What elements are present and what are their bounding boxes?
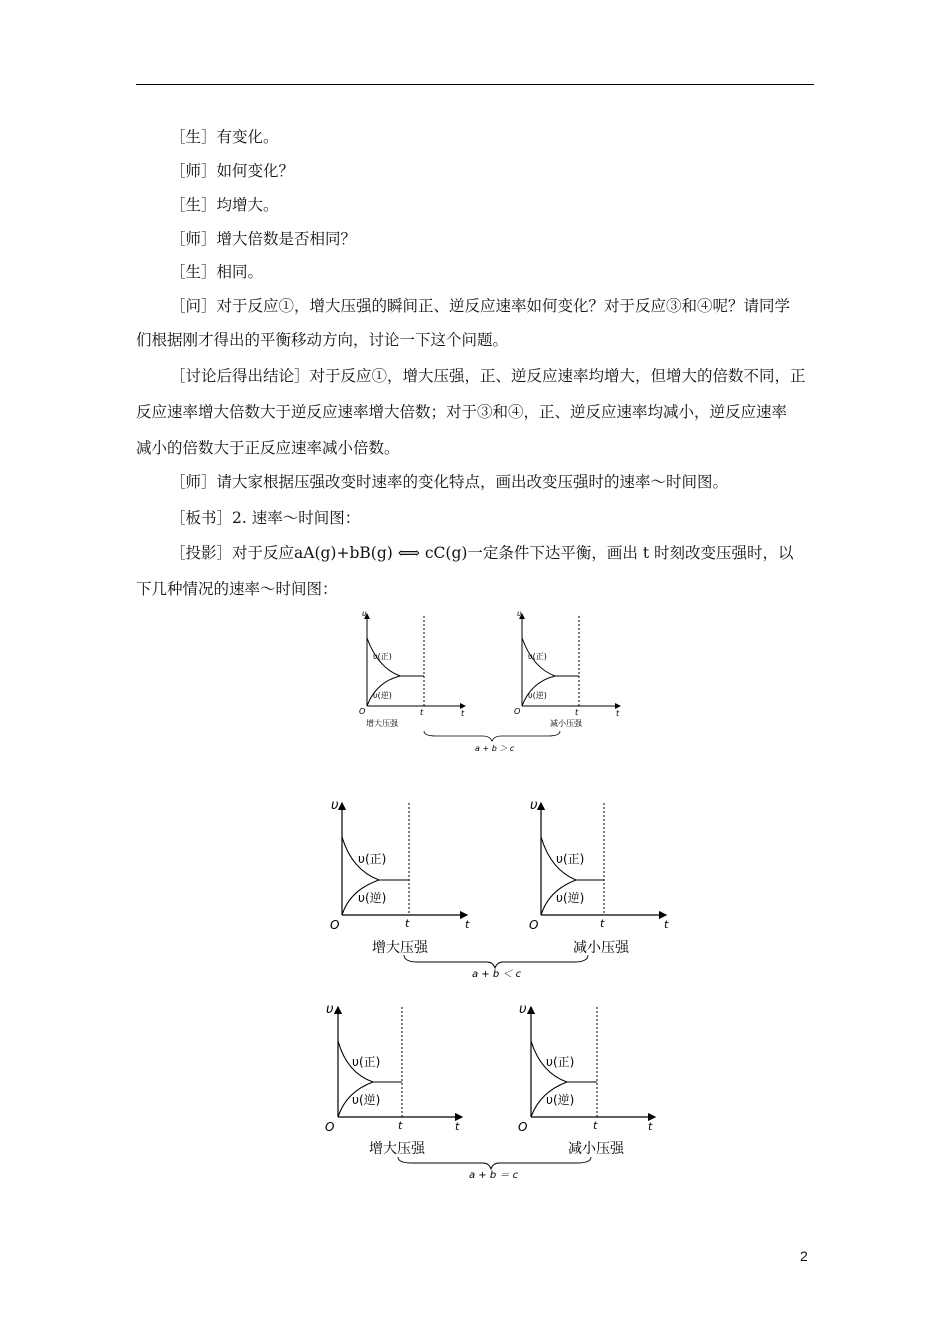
- axis-v-label: υ: [331, 798, 339, 813]
- t-mark-label: t: [420, 708, 424, 717]
- v-reverse-label: υ(逆): [352, 1093, 381, 1107]
- t-mark-label: t: [593, 1119, 598, 1132]
- paragraph-line: 反应速率增大倍数大于逆反应速率增大倍数；对于③和④，正、逆反应速率均减小，逆反应速率: [136, 403, 788, 421]
- paragraph-line: 们根据刚才得出的平衡移动方向，讨论一下这个问题。: [136, 331, 509, 349]
- paragraph-line: ［问］对于反应①，增大压强的瞬间正、逆反应速率如何变化？对于反应③和④呢？请同学: [170, 297, 791, 315]
- decrease-label: 减小压强: [568, 1141, 624, 1157]
- v-forward-label: υ(正): [556, 852, 585, 866]
- t-mark-label: t: [600, 917, 605, 930]
- diagram-group-1: [340, 604, 640, 754]
- axis-t-label: t: [616, 709, 620, 718]
- condition-label: a + b ＜ c: [472, 969, 522, 980]
- axis-v-label: υ: [362, 609, 367, 618]
- t-mark-label: t: [405, 917, 410, 930]
- decrease-label: 减小压强: [550, 719, 582, 728]
- graph-decrease: [518, 1002, 655, 1157]
- graph-increase: [325, 1002, 462, 1157]
- header-rule: [136, 84, 814, 85]
- graph-decrease: [529, 798, 669, 956]
- projection-suffix: 一定条件下达平衡，画出 t 时刻改变压强时，以: [467, 544, 794, 562]
- condition-label: a + b ＝ c: [469, 1170, 519, 1181]
- v-forward-label: υ(正): [358, 852, 387, 866]
- projection-prefix: ［投影］对于反应: [170, 544, 295, 562]
- paragraph-line: ［师］请大家根据压强改变时速率的变化特点，画出改变压强时的速率～时间图。: [170, 473, 729, 491]
- v-forward-label: υ(正): [352, 1055, 381, 1069]
- condition-label: a + b ＞ c: [475, 744, 515, 753]
- axis-v-label: υ: [530, 798, 538, 813]
- increase-label: 增大压强: [369, 1141, 425, 1157]
- axis-t-label: t: [455, 1120, 460, 1133]
- v-forward-label: υ(正): [528, 652, 547, 661]
- brace: [424, 731, 560, 741]
- v-reverse-label: υ(逆): [546, 1093, 575, 1107]
- t-mark-label: t: [575, 708, 579, 717]
- graph-increase: [359, 609, 465, 728]
- axis-t-label: t: [664, 918, 669, 931]
- reaction-equation: aA(g)+bB(g) ⟺ cC(g): [294, 544, 468, 562]
- brace: [398, 1157, 591, 1169]
- v-reverse-label: υ(逆): [556, 891, 585, 905]
- origin-label: O: [529, 918, 539, 932]
- axis-t-label: t: [465, 918, 470, 931]
- axis-t-label: t: [648, 1120, 653, 1133]
- diagram-group-2: [322, 795, 672, 985]
- dialogue-line: ［生］有变化。: [170, 128, 279, 146]
- axis-v-label: υ: [517, 609, 522, 618]
- projection-line: [170, 543, 816, 563]
- diagram-group-3: [317, 997, 667, 1187]
- axis-v-label: υ: [326, 1002, 334, 1017]
- origin-label: O: [325, 1120, 335, 1134]
- v-reverse-label: υ(逆): [373, 691, 392, 700]
- v-reverse-label: υ(逆): [528, 691, 547, 700]
- dialogue-line: ［生］均增大。: [170, 196, 279, 214]
- paragraph-line: 下几种情况的速率～时间图：: [136, 580, 338, 598]
- origin-label: O: [359, 707, 366, 716]
- axis-v-label: υ: [519, 1002, 527, 1017]
- paragraph-line: ［讨论后得出结论］对于反应①，增大压强，正、逆反应速率均增大，但增大的倍数不同，正: [170, 367, 806, 385]
- decrease-label: 减小压强: [573, 940, 629, 956]
- v-forward-label: υ(正): [373, 652, 392, 661]
- page-number: 2: [800, 1248, 808, 1264]
- origin-label: O: [518, 1120, 528, 1134]
- increase-label: 增大压强: [366, 719, 398, 728]
- paragraph-line: 减小的倍数大于正反应速率减小倍数。: [136, 439, 400, 457]
- dialogue-line: ［师］增大倍数是否相同？: [170, 230, 357, 248]
- v-forward-label: υ(正): [546, 1055, 575, 1069]
- dialogue-line: ［生］相同。: [170, 263, 264, 281]
- increase-label: 增大压强: [372, 940, 428, 956]
- graph-decrease: [514, 609, 620, 728]
- brace: [404, 955, 588, 968]
- origin-label: O: [514, 707, 521, 716]
- v-reverse-label: υ(逆): [358, 891, 387, 905]
- graph-increase: [330, 798, 470, 956]
- axis-t-label: t: [461, 709, 465, 718]
- dialogue-line: ［师］如何变化？: [170, 162, 295, 180]
- origin-label: O: [330, 918, 340, 932]
- board-line: ［板书］2. 速率～时间图：: [170, 509, 361, 527]
- t-mark-label: t: [398, 1119, 403, 1132]
